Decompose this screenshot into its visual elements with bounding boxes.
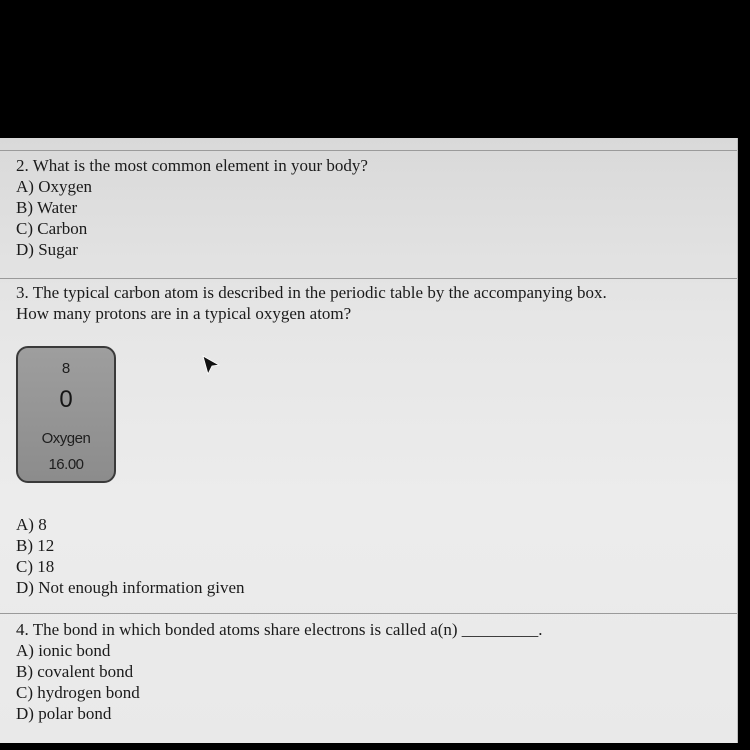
question-2-text: 2. What is the most common element in your body?: [16, 156, 368, 175]
question-4-option-c[interactable]: C) hydrogen bond: [16, 683, 140, 702]
question-4-option-d[interactable]: D) polar bond: [16, 704, 112, 723]
element-atomic-number: 8: [61, 360, 71, 377]
question-2-option-b[interactable]: B) Water: [16, 198, 78, 217]
question-3-text-line2: How many protons are in a typical oxygen atom?: [16, 304, 352, 323]
question-4-text: 4. The bond in which bonded atoms share electrons is called a(n) _________.: [16, 620, 543, 639]
question-3-option-b[interactable]: B) 12: [16, 536, 55, 555]
question-2-block: [0, 150, 737, 260]
element-mass: 16.00: [48, 456, 84, 473]
question-3-option-c[interactable]: C) 18: [16, 557, 55, 576]
question-2-option-c[interactable]: C) Carbon: [16, 219, 88, 238]
question-3-option-a[interactable]: A) 8: [16, 515, 47, 534]
periodic-element-box: [16, 346, 116, 483]
question-3-block: [0, 278, 737, 324]
question-3-text-line1: 3. The typical carbon atom is described in the periodic table by the accompanying box.: [16, 283, 607, 302]
question-2-option-a[interactable]: A) Oxygen: [16, 177, 93, 196]
quiz-document: [0, 138, 738, 743]
mouse-pointer-icon: [202, 355, 220, 375]
element-name: Oxygen: [41, 430, 91, 447]
question-3-option-d[interactable]: D) Not enough information given: [16, 578, 245, 597]
question-3-options: [0, 514, 737, 598]
question-4-option-b[interactable]: B) covalent bond: [16, 662, 134, 681]
question-4-option-a[interactable]: A) ionic bond: [16, 641, 111, 660]
question-4-block: [0, 613, 737, 724]
element-symbol: 0: [59, 386, 73, 413]
question-2-option-d[interactable]: D) Sugar: [16, 240, 78, 259]
